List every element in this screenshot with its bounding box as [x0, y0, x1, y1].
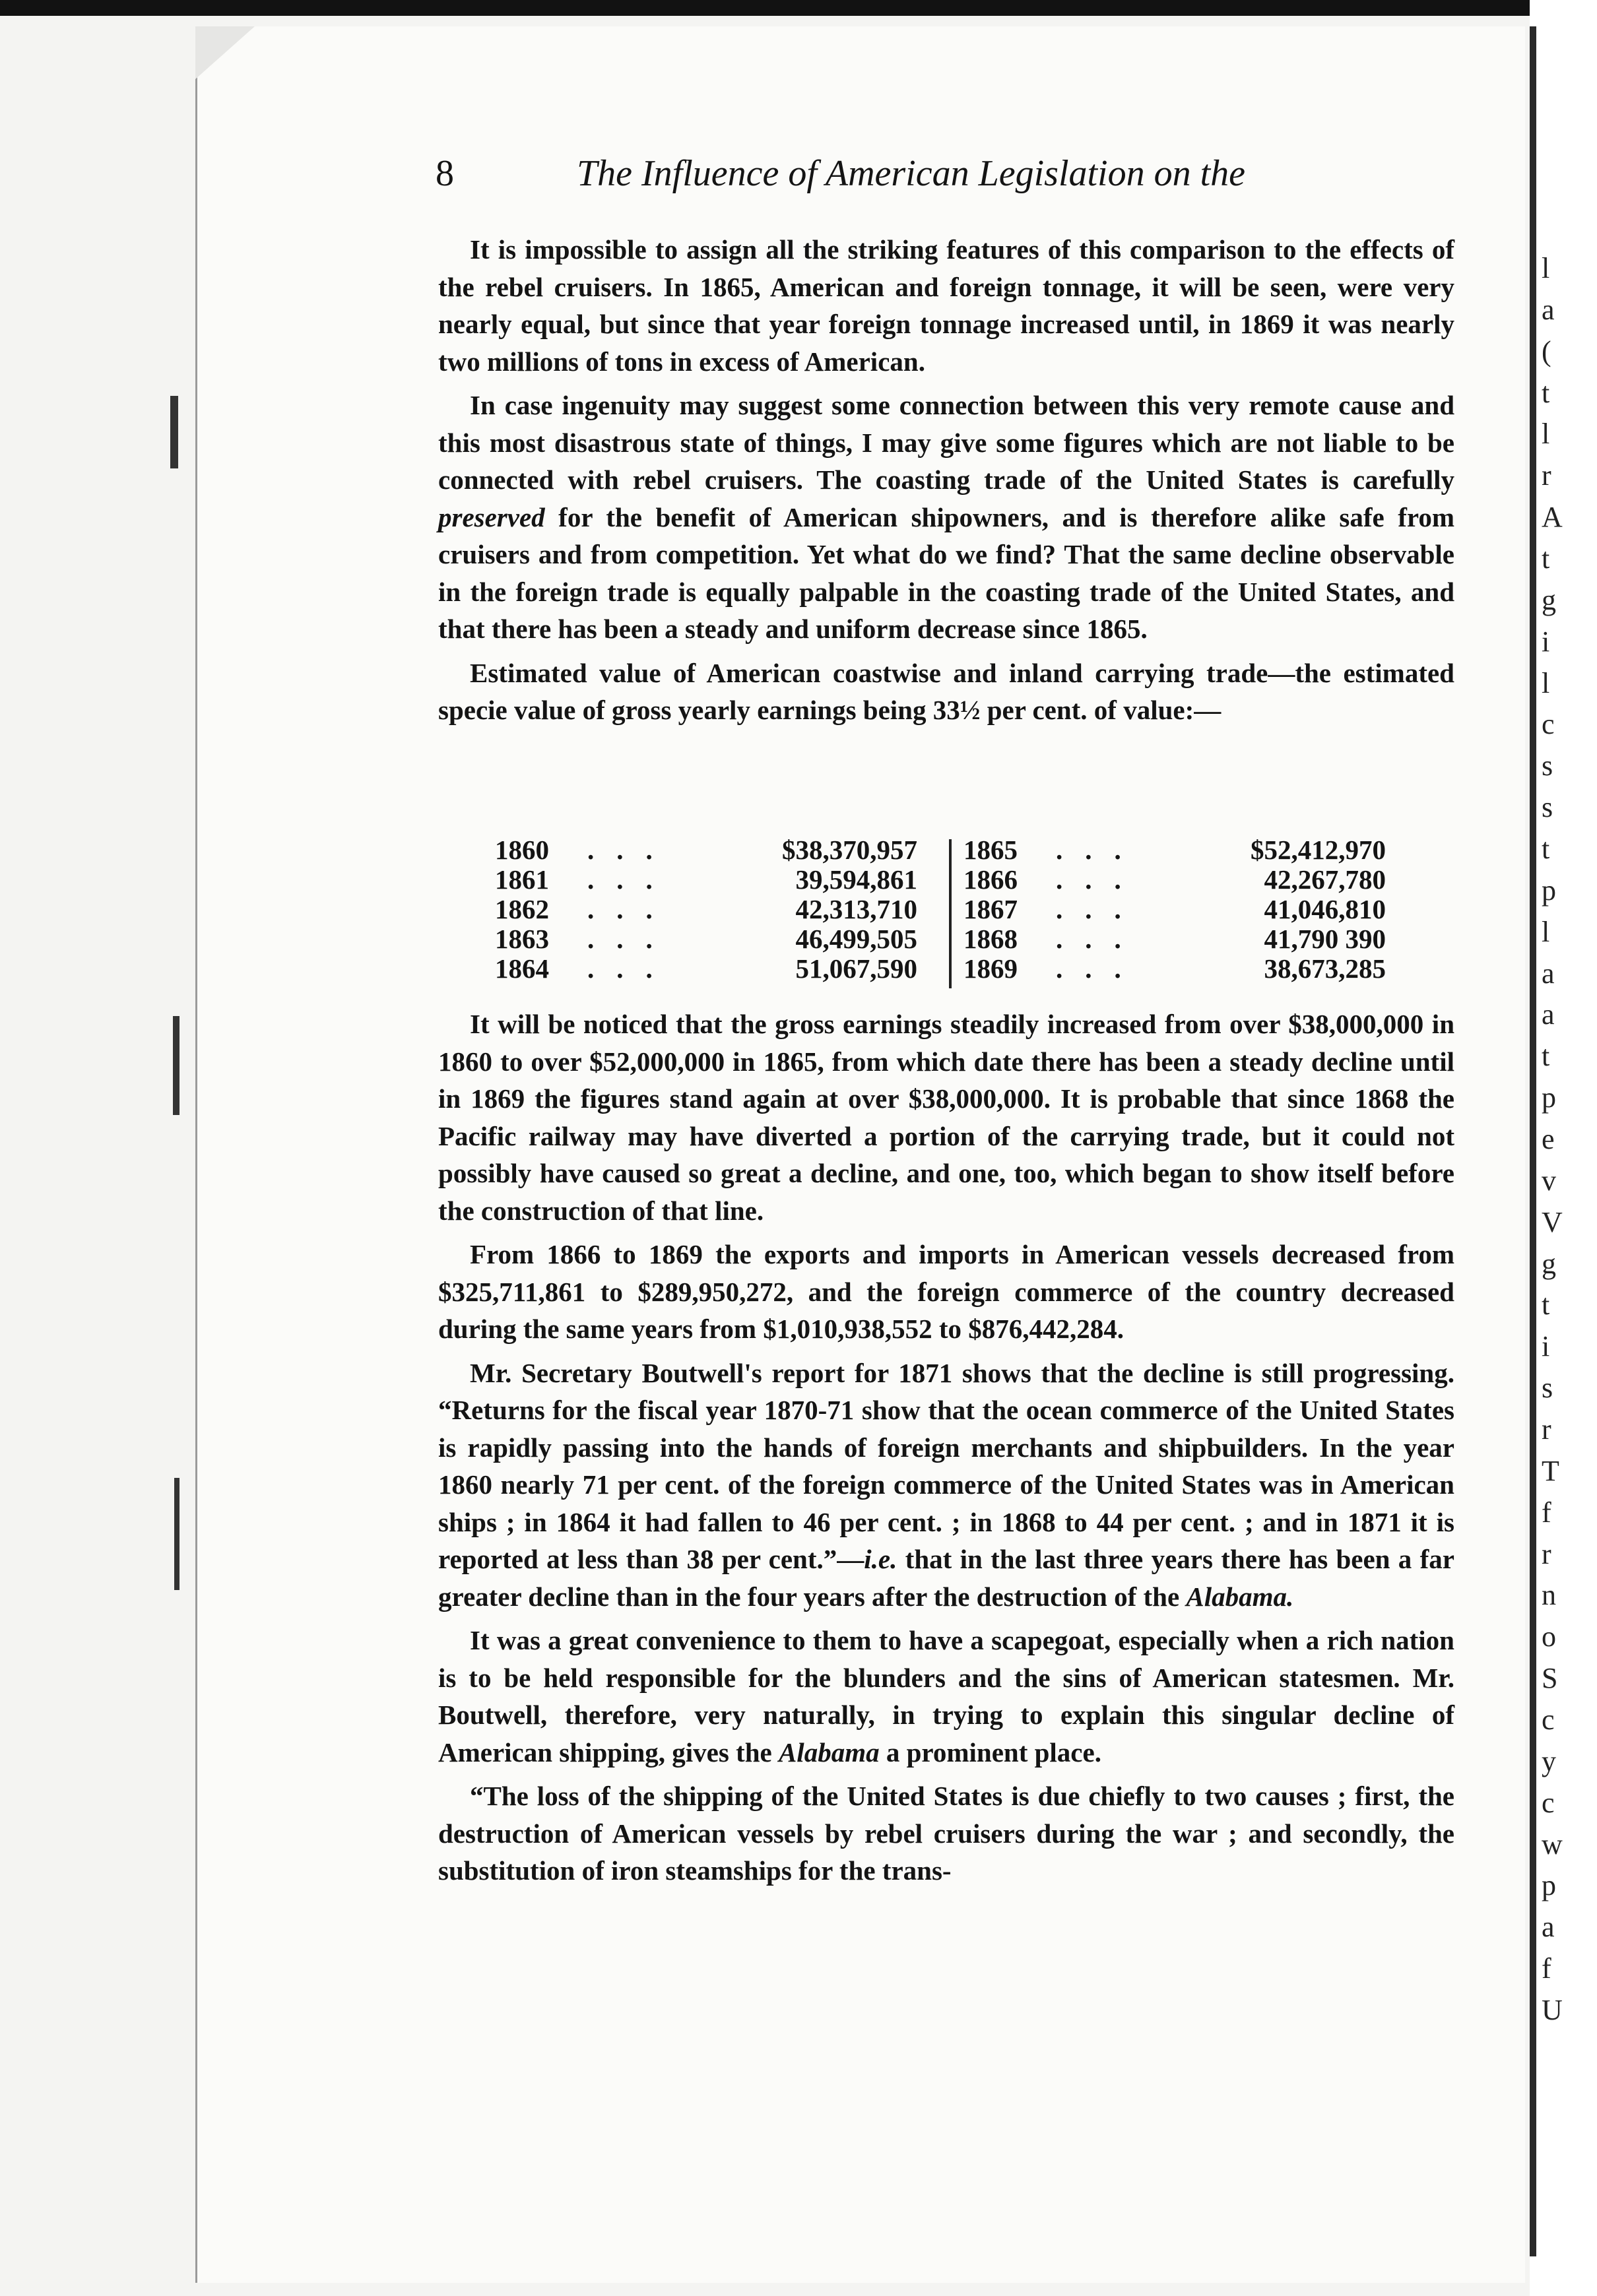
table-row [963, 835, 1386, 865]
bleed-letter: a [1542, 293, 1555, 326]
bleed-letter: T [1542, 1454, 1559, 1487]
bleed-letter: c [1542, 1786, 1555, 1819]
bleed-letter: f [1542, 1496, 1551, 1529]
table-row [963, 865, 1386, 895]
value-cell: 41,790 390 [1264, 924, 1386, 954]
bleed-letter: U [1542, 1994, 1563, 2026]
leader-dots: ... [587, 924, 675, 954]
bleed-letter: r [1542, 459, 1551, 492]
body-text-continued [438, 1005, 1454, 1896]
table-row [495, 924, 917, 954]
leader-dots: ... [1056, 835, 1144, 865]
paragraph: It will be noticed that the gross earnings steadily increased from over $38,000,000 in 1860 to over $52,000,000 in 1865, from which date there has been a steady decline until in 1869 the figures stand again at over $38,000,000. It is probable that since 1868 the Pacific railway may have diverted a portion of the carrying trade, but it could not possibly have caused so great a decline, and one, too, which began to show itself before the construction of that line. [438, 1009, 1454, 1226]
leader-dots: ... [1056, 894, 1144, 924]
table-row [495, 835, 917, 865]
page-gutter-shadow [1530, 26, 1536, 2256]
leader-dots: ... [1056, 864, 1144, 895]
table-row [495, 954, 917, 984]
table-row [963, 895, 1386, 924]
bleed-letter: a [1542, 1911, 1555, 1944]
bleed-letter: g [1542, 583, 1556, 616]
bleed-letter: l [1542, 418, 1550, 451]
year-cell: 1863 [495, 924, 549, 954]
value-cell: 42,313,710 [795, 894, 917, 924]
bleed-letter: S [1542, 1662, 1558, 1695]
table-row [963, 924, 1386, 954]
year-cell: 1867 [963, 894, 1018, 924]
leader-dots: ... [1056, 953, 1144, 984]
body-text [438, 231, 1454, 736]
bleed-letter: p [1542, 1081, 1556, 1114]
bleed-letter: p [1542, 874, 1556, 907]
italic-text: Alabama. [1186, 1581, 1294, 1612]
leader-dots: ... [587, 864, 675, 895]
italic-text: preserved [438, 501, 545, 532]
bleed-letter: ( [1542, 335, 1551, 367]
leader-dots: ... [587, 894, 675, 924]
value-cell: 51,067,590 [795, 953, 917, 984]
year-cell: 1864 [495, 953, 549, 984]
bleed-letter: i [1542, 625, 1550, 658]
bleed-letter: l [1542, 252, 1550, 284]
bleed-letter: y [1542, 1744, 1556, 1777]
bleed-letter: t [1542, 1040, 1550, 1073]
bleed-letter: t [1542, 1289, 1550, 1322]
value-cell: 46,499,505 [795, 924, 917, 954]
paragraph: In case ingenuity may suggest some connection between this very remote cause and this most disastrous state of things, I may give some figures which are not liable to be connected with rebel cruisers. The coasting trade of the United States is carefully preserved for the benefit of American shipowners, and is therefore alike safe from cruisers and from competition. Yet what do we find? That the same decline observable in the foreign trade is equally palpable in the coasting trade of the United States, and that there has been a steady and uniform decrease since 1865. [438, 390, 1454, 644]
bleed-letter: n [1542, 1579, 1556, 1612]
table-row [495, 865, 917, 895]
paragraph: Mr. Secretary Boutwell's report for 1871 shows that the decline is still progressing. “Returns for the fiscal year 1870-71 show that the ocean commerce of the United States is rapidly passing into the hands of foreign merchants and shipbuilders. In the year 1860 nearly 71 per cent. of the foreign commerce of the United States was in American ships ; in 1864 it had fallen to 46 per cent. ; in 1868 to 44 per cent. ; and in 1871 it is reported at less than 38 per cent.”—i.e. that in the last three years there has been a far greater decline than in the four years after the destruction of the Alabama. [438, 1357, 1454, 1612]
bleed-letter: r [1542, 1413, 1551, 1446]
bleed-letter: w [1542, 1828, 1563, 1861]
value-cell: 41,046,810 [1264, 894, 1386, 924]
table-divider [949, 839, 952, 988]
year-cell: 1862 [495, 894, 549, 924]
year-cell: 1865 [963, 835, 1018, 865]
table-row [963, 954, 1386, 984]
page-number: 8 [436, 153, 454, 194]
italic-text: i.e. [864, 1544, 897, 1574]
bleed-letter: a [1542, 998, 1555, 1031]
paragraph: Estimated value of American coastwise and inland carrying trade—the estimated specie value of gross yearly earnings being 33½ per cent. of value:— [438, 657, 1454, 725]
year-cell: 1868 [963, 924, 1018, 954]
paragraph: It was a great convenience to them to have a scapegoat, especially when a rich nation is to be held responsible for the blunders and the sins of American statesmen. Mr. Boutwell, therefore, very naturally, in trying to explain this singular decline of American shipping, gives the Alabama a prominent place. [438, 1625, 1454, 1768]
binding-mark [170, 396, 178, 468]
bleed-letter: f [1542, 1952, 1551, 1985]
table-column-left [495, 835, 917, 984]
bleed-letter: e [1542, 1123, 1555, 1155]
year-cell: 1860 [495, 835, 549, 865]
binding-mark [174, 1478, 179, 1590]
next-page-strip [1530, 0, 1597, 2296]
bleed-letter: V [1542, 1205, 1563, 1238]
year-cell: 1866 [963, 864, 1018, 895]
bleed-letter: v [1542, 1164, 1556, 1197]
bleed-letter: s [1542, 791, 1553, 824]
binding-mark [173, 1016, 179, 1115]
table-column-right [963, 835, 1386, 984]
leader-dots: ... [1056, 924, 1144, 954]
bleed-letter: r [1542, 1537, 1551, 1570]
paragraph: It is impossible to assign all the striking features of this comparison to the effects of the rebel cruisers. In 1865, American and foreign tonnage, it will be seen, were very nearly equal, but since that year foreign tonnage increased until, in 1869 it was nearly two millions of tons in excess of American. [438, 234, 1454, 377]
bleed-letter: p [1542, 1869, 1556, 1902]
bleed-letter: A [1542, 501, 1563, 534]
paragraph: From 1866 to 1869 the exports and imports in American vessels decreased from $325,711,861 to $289,950,272, and the foreign commerce of the country decreased during the same years from $1,010,938,552 to $876,442,284. [438, 1239, 1454, 1344]
bleed-letter: s [1542, 1372, 1553, 1405]
page-corner-fold [195, 26, 255, 79]
scan-top-edge [0, 0, 1597, 16]
leader-dots: ... [587, 835, 675, 865]
bleed-letter: c [1542, 1704, 1555, 1736]
value-cell: 39,594,861 [795, 864, 917, 895]
bleed-letter: l [1542, 666, 1550, 699]
bleed-letter: o [1542, 1620, 1556, 1653]
paragraph: “The loss of the shipping of the United States is due chiefly to two causes ; first, the destruction of American vessels by rebel cruisers during the war ; and secondly, the substitution of iron steamships for the trans- [438, 1781, 1454, 1886]
bleed-letter: s [1542, 749, 1553, 782]
bleed-letter: c [1542, 708, 1555, 741]
bleed-letter: l [1542, 915, 1550, 948]
running-title: The Influence of American Legislation on the [577, 153, 1246, 194]
year-cell: 1869 [963, 953, 1018, 984]
bleed-letter: i [1542, 1330, 1550, 1363]
bleed-letter: t [1542, 833, 1550, 865]
bleed-letter: g [1542, 1247, 1556, 1280]
italic-text: Alabama [778, 1737, 880, 1768]
value-cell: $52,412,970 [1251, 835, 1386, 865]
value-cell: $38,370,957 [782, 835, 917, 865]
leader-dots: ... [587, 953, 675, 984]
value-cell: 42,267,780 [1264, 864, 1386, 895]
bleed-letter: t [1542, 376, 1550, 409]
bleed-letter: a [1542, 957, 1555, 990]
bleed-letter: t [1542, 542, 1550, 575]
table-row [495, 895, 917, 924]
year-cell: 1861 [495, 864, 549, 895]
value-cell: 38,673,285 [1264, 953, 1386, 984]
